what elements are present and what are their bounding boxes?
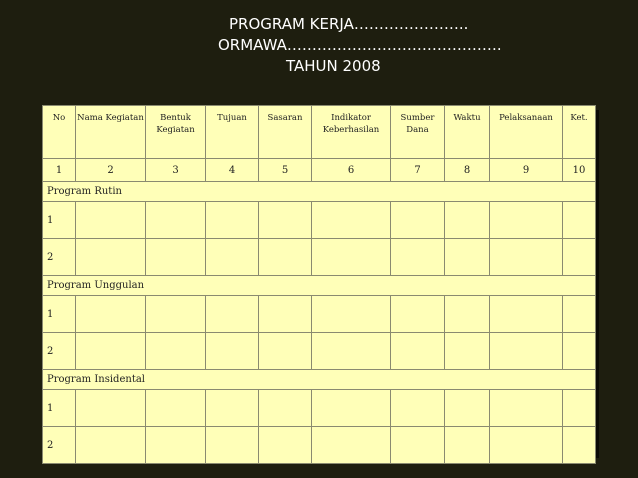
table-cell bbox=[206, 427, 259, 464]
table-cell bbox=[76, 202, 146, 239]
table-cell bbox=[563, 333, 596, 370]
section-label: Program Rutin bbox=[43, 182, 596, 202]
table-cell bbox=[391, 333, 445, 370]
header-cell-bentuk-kegiatan: Bentuk Kegiatan bbox=[146, 106, 206, 159]
table-row bbox=[43, 202, 596, 239]
table-cell bbox=[490, 333, 563, 370]
table-cell bbox=[206, 202, 259, 239]
table-cell bbox=[445, 296, 490, 333]
header-cell-ket: Ket. bbox=[563, 106, 596, 159]
table-row bbox=[43, 296, 596, 333]
table-cell bbox=[206, 333, 259, 370]
column-number: 5 bbox=[259, 159, 312, 182]
section-row-program-unggulan bbox=[43, 276, 596, 296]
header-cell-indikator-keberhasilan: Indikator Keberhasilan bbox=[312, 106, 391, 159]
table-cell bbox=[206, 296, 259, 333]
section-row-program-rutin bbox=[43, 182, 596, 202]
table-cell bbox=[391, 296, 445, 333]
table-cell bbox=[490, 390, 563, 427]
table-row bbox=[43, 239, 596, 276]
row-number: 2 bbox=[43, 239, 76, 276]
table-cell bbox=[259, 333, 312, 370]
table-row bbox=[43, 427, 596, 464]
table-cell bbox=[490, 202, 563, 239]
table-cell bbox=[391, 239, 445, 276]
table-cell bbox=[146, 202, 206, 239]
table-cell bbox=[312, 296, 391, 333]
table-cell bbox=[445, 202, 490, 239]
column-number: 2 bbox=[76, 159, 146, 182]
table-cell bbox=[445, 333, 490, 370]
table-cell bbox=[312, 239, 391, 276]
row-number: 1 bbox=[43, 296, 76, 333]
table-cell bbox=[312, 390, 391, 427]
header-cell-sumber-dana: Sumber Dana bbox=[391, 106, 445, 159]
table-cell bbox=[563, 296, 596, 333]
table-cell bbox=[391, 390, 445, 427]
section-label: Program Unggulan bbox=[43, 276, 596, 296]
table-cell bbox=[312, 202, 391, 239]
table-cell bbox=[146, 296, 206, 333]
row-number: 2 bbox=[43, 427, 76, 464]
title-line-tahun: TAHUN 2008 bbox=[286, 57, 381, 75]
table-cell bbox=[259, 202, 312, 239]
table-cell bbox=[76, 296, 146, 333]
table-cell bbox=[563, 427, 596, 464]
title-line-ormawa: ORMAWA……………………………………. bbox=[218, 36, 502, 54]
table-cell bbox=[146, 427, 206, 464]
table-cell bbox=[445, 427, 490, 464]
column-number: 8 bbox=[445, 159, 490, 182]
table-cell bbox=[206, 390, 259, 427]
table-cell bbox=[563, 390, 596, 427]
table-cell bbox=[146, 333, 206, 370]
table-cell bbox=[490, 427, 563, 464]
table-cell bbox=[76, 333, 146, 370]
table-cell bbox=[391, 427, 445, 464]
table-cell bbox=[490, 239, 563, 276]
table-cell bbox=[206, 239, 259, 276]
column-number: 7 bbox=[391, 159, 445, 182]
column-number: 1 bbox=[43, 159, 76, 182]
table-cell bbox=[259, 427, 312, 464]
column-number: 4 bbox=[206, 159, 259, 182]
table-cell bbox=[312, 427, 391, 464]
column-number: 9 bbox=[490, 159, 563, 182]
table-cell bbox=[259, 239, 312, 276]
table-cell bbox=[445, 390, 490, 427]
header-cell-waktu: Waktu bbox=[445, 106, 490, 159]
header-cell-nama-kegiatan: Nama Kegiatan bbox=[76, 106, 146, 159]
column-number: 10 bbox=[563, 159, 596, 182]
table-cell bbox=[563, 239, 596, 276]
column-number: 3 bbox=[146, 159, 206, 182]
row-number: 2 bbox=[43, 333, 76, 370]
header-cell-sasaran: Sasaran bbox=[259, 106, 312, 159]
table-cell bbox=[259, 390, 312, 427]
table-cell bbox=[563, 202, 596, 239]
table-cell bbox=[76, 239, 146, 276]
row-number: 1 bbox=[43, 390, 76, 427]
table-cell bbox=[391, 202, 445, 239]
header-cell-tujuan: Tujuan bbox=[206, 106, 259, 159]
header-cell-no: No bbox=[43, 106, 76, 159]
table-cell bbox=[76, 390, 146, 427]
header-cell-pelaksanaan: Pelaksanaan bbox=[490, 106, 563, 159]
table-cell bbox=[76, 427, 146, 464]
title-line-program-kerja: PROGRAM KERJA………………….. bbox=[229, 15, 469, 33]
table-cell bbox=[445, 239, 490, 276]
column-number: 6 bbox=[312, 159, 391, 182]
table-cell bbox=[146, 390, 206, 427]
table-row bbox=[43, 390, 596, 427]
table-cell bbox=[490, 296, 563, 333]
header-row bbox=[43, 106, 596, 159]
table-cell bbox=[312, 333, 391, 370]
table-row bbox=[43, 333, 596, 370]
column-number-row bbox=[43, 159, 596, 182]
row-number: 1 bbox=[43, 202, 76, 239]
table-cell bbox=[259, 296, 312, 333]
section-label: Program Insidental bbox=[43, 370, 596, 390]
work-program-table bbox=[42, 105, 596, 464]
table-cell bbox=[146, 239, 206, 276]
section-row-program-insidental bbox=[43, 370, 596, 390]
